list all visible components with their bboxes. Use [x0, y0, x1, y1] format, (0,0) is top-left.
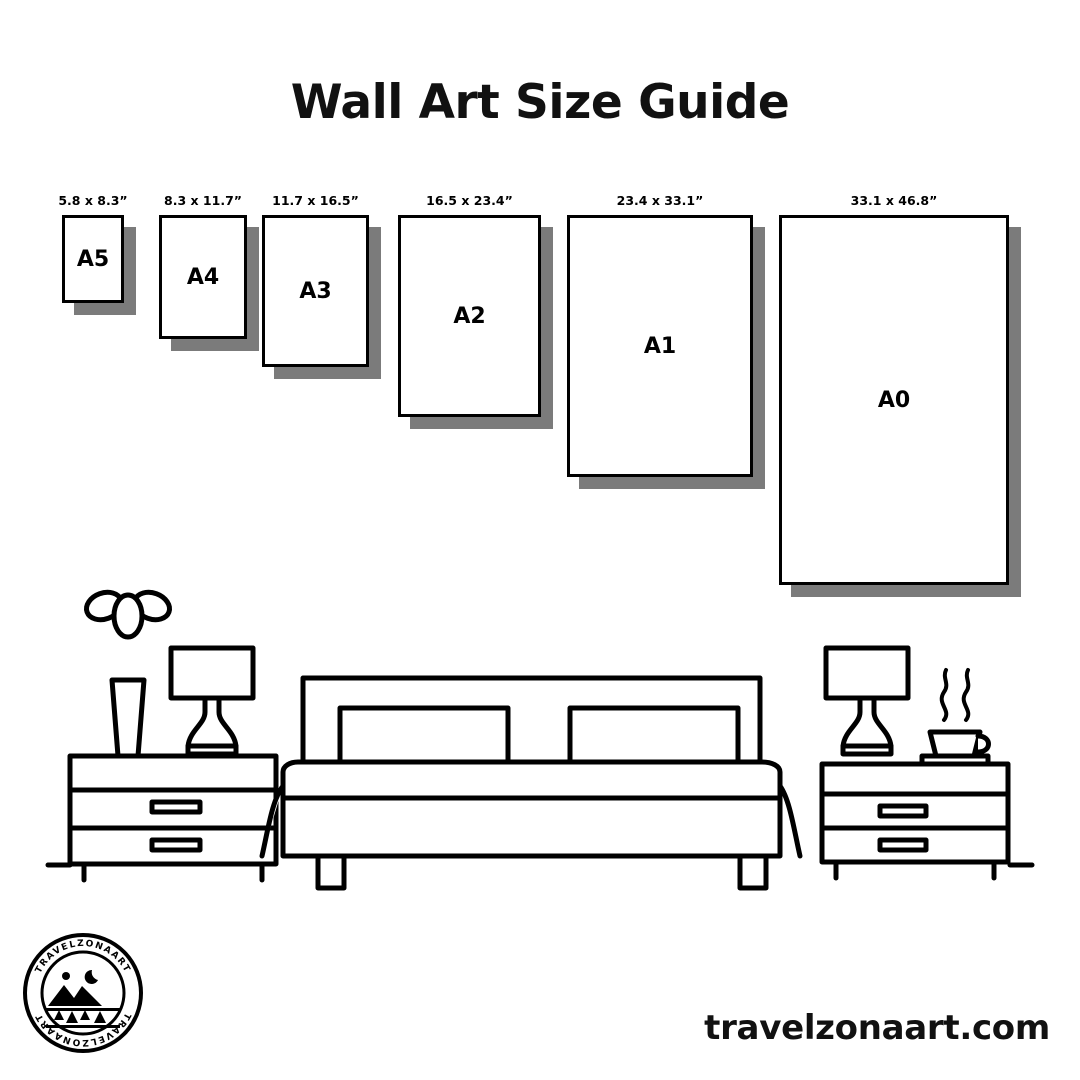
frame-dimension-label: 16.5 x 23.4”: [426, 193, 513, 208]
logo-text-top: TRAVELZONAART: [33, 938, 133, 976]
page-title: Wall Art Size Guide: [290, 75, 790, 131]
frame-group-a3: [262, 193, 369, 375]
frame-a3[interactable]: [262, 215, 369, 367]
plant-icon: [83, 588, 174, 756]
bedroom-illustration: [0, 560, 1080, 920]
frame-dimension-label: 11.7 x 16.5”: [272, 193, 359, 208]
frame-group-a5: [58, 193, 128, 311]
frame-size-name: A0: [877, 387, 911, 413]
frame-size-name: A4: [186, 264, 220, 290]
frame-a5[interactable]: [62, 215, 124, 303]
frame-a1[interactable]: [567, 215, 753, 477]
frame-group-a1: [567, 193, 753, 485]
frame-size-name: A5: [76, 246, 110, 272]
frame-size-name: A3: [299, 278, 332, 304]
lamp-right-icon: [826, 648, 908, 754]
frame-dimension-label: 33.1 x 46.8”: [850, 193, 938, 208]
frame-dimension-label: 23.4 x 33.1”: [616, 193, 704, 208]
frame-dimension-label: 8.3 x 11.7”: [164, 193, 242, 208]
lamp-left-icon: [171, 648, 253, 754]
frame-group-a0: [779, 193, 1009, 593]
nightstand-right: [822, 764, 1008, 878]
nightstand-left: [70, 756, 276, 880]
brand-logo: [18, 928, 148, 1058]
frame-a4[interactable]: [159, 215, 247, 339]
frame-size-name: A1: [643, 333, 677, 359]
bed: [262, 678, 800, 888]
coffee-cup-icon: [922, 670, 989, 764]
size-chart: [0, 165, 1080, 595]
logo-text-bottom: TRAVELZONAART: [33, 1010, 133, 1048]
frame-a0[interactable]: [779, 215, 1009, 585]
frame-group-a2: [398, 193, 541, 425]
frame-a2[interactable]: [398, 215, 541, 417]
site-url[interactable]: travelzonaart.com: [704, 1008, 1050, 1048]
frame-size-name: A2: [453, 303, 486, 329]
frame-group-a4: [159, 193, 247, 347]
frame-dimension-label: 5.8 x 8.3”: [58, 193, 128, 208]
